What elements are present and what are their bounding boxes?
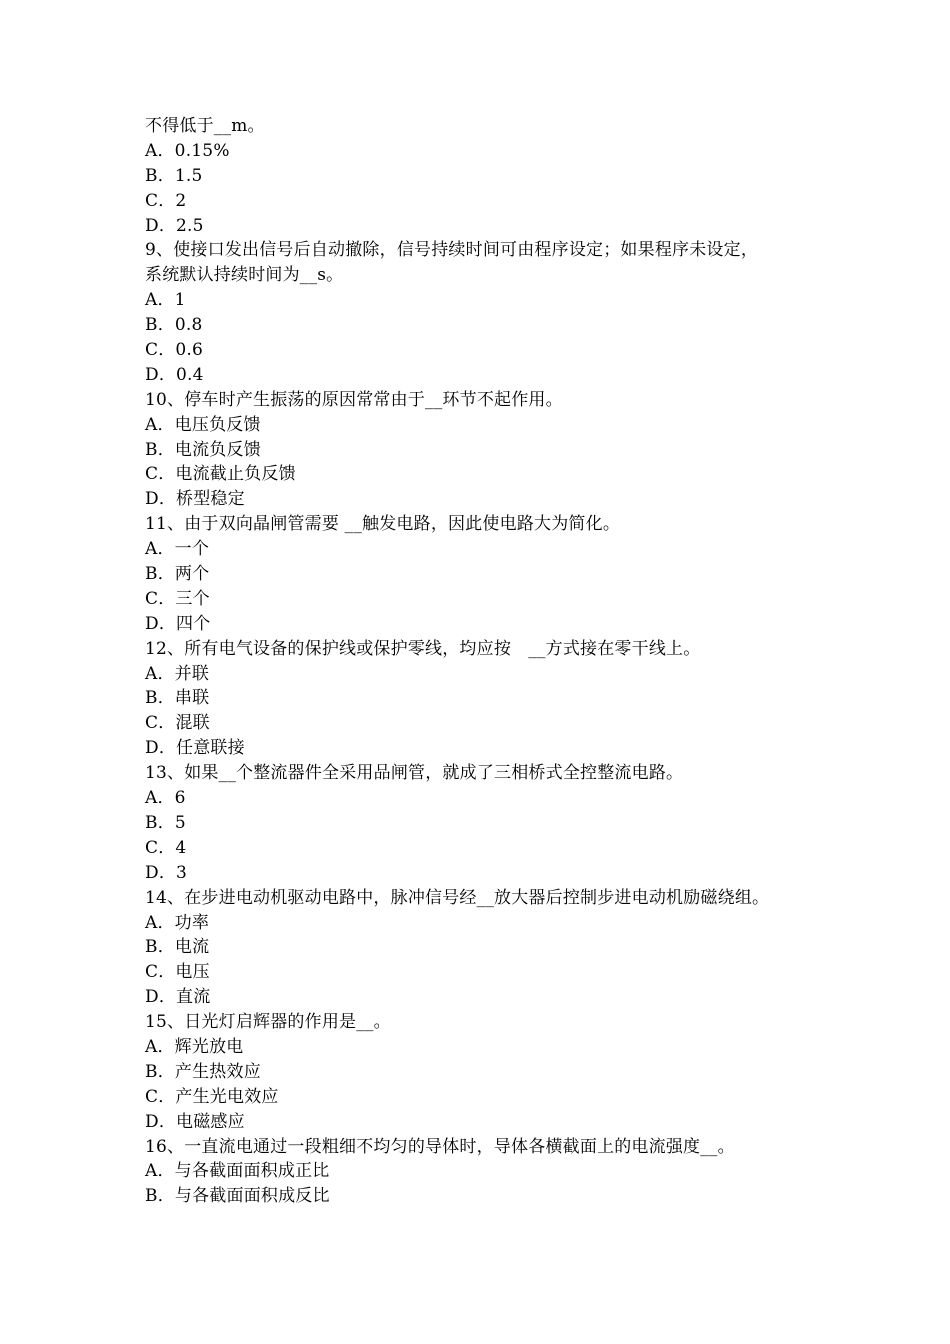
answer-option: D．电磁感应 bbox=[145, 1111, 245, 1132]
answer-option: A．辉光放电 bbox=[145, 1036, 244, 1057]
answer-option: A．1 bbox=[145, 290, 186, 311]
answer-option: C．0.6 bbox=[145, 340, 204, 361]
answer-option: B．电流负反馈 bbox=[145, 439, 261, 460]
answer-option: C．三个 bbox=[145, 588, 210, 609]
answer-option: D．0.4 bbox=[145, 364, 204, 385]
question-stem-line: 10、停车时产生振荡的原因常常由于__环节不起作用。 bbox=[145, 389, 563, 410]
question-stem-line: 系统默认持续时间为__s。 bbox=[145, 265, 344, 286]
answer-option: B．电流 bbox=[145, 937, 210, 958]
answer-option: C．4 bbox=[145, 837, 187, 858]
question-stem-line: 15、日光灯启辉器的作用是__。 bbox=[145, 1012, 391, 1033]
answer-option: D．四个 bbox=[145, 613, 211, 634]
answer-option: B．5 bbox=[145, 812, 186, 833]
answer-option: A．与各截面面积成正比 bbox=[145, 1161, 330, 1182]
question-stem-line: 12、所有电气设备的保护线或保护零线，均应按 __方式接在零干线上。 bbox=[145, 638, 701, 659]
answer-option: C．2 bbox=[145, 190, 187, 211]
answer-option: B．1.5 bbox=[145, 165, 203, 186]
answer-option: D．任意联接 bbox=[145, 738, 245, 759]
answer-option: C．产生光电效应 bbox=[145, 1086, 279, 1107]
answer-option: B．两个 bbox=[145, 564, 210, 585]
answer-option: D．直流 bbox=[145, 987, 211, 1008]
answer-option: B．串联 bbox=[145, 688, 210, 709]
answer-option: B．0.8 bbox=[145, 315, 203, 336]
answer-option: A．0.15% bbox=[145, 140, 230, 161]
answer-option: A．一个 bbox=[145, 539, 210, 560]
answer-option: A．6 bbox=[145, 788, 186, 809]
answer-option: D．3 bbox=[145, 862, 188, 883]
answer-option: A．并联 bbox=[145, 663, 210, 684]
question-stem-line: 不得低于__m。 bbox=[145, 116, 265, 136]
exam-text bbox=[145, 114, 835, 1209]
answer-option: C．电流截止负反馈 bbox=[145, 464, 296, 485]
answer-option: A．电压负反馈 bbox=[145, 414, 261, 435]
answer-option: C．混联 bbox=[145, 713, 210, 734]
question-stem-line: 9、使接口发出信号后自动撤除，信号持续时间可由程序设定；如果程序未设定， bbox=[145, 240, 759, 261]
answer-option: C．电压 bbox=[145, 962, 210, 983]
question-stem-line: 11、由于双向晶闸管需要 __触发电路，因此使电路大为简化。 bbox=[145, 514, 621, 535]
question-stem-line: 16、一直流电通过一段粗细不均匀的导体时，导体各横截面上的电流强度__。 bbox=[145, 1136, 735, 1157]
question-stem-line: 14、在步进电动机驱动电路中，脉冲信号经__放大器后控制步进电动机励磁绕组。 bbox=[145, 887, 770, 908]
answer-option: B．产生热效应 bbox=[145, 1061, 261, 1082]
answer-option: D．2.5 bbox=[145, 215, 204, 236]
answer-option: B．与各截面面积成反比 bbox=[145, 1186, 330, 1207]
question-stem-line: 13、如果__个整流器件全采用品闸管，就成了三相桥式全控整流电路。 bbox=[145, 763, 684, 784]
answer-option: A．功率 bbox=[145, 912, 210, 933]
answer-option: D．桥型稳定 bbox=[145, 489, 245, 510]
